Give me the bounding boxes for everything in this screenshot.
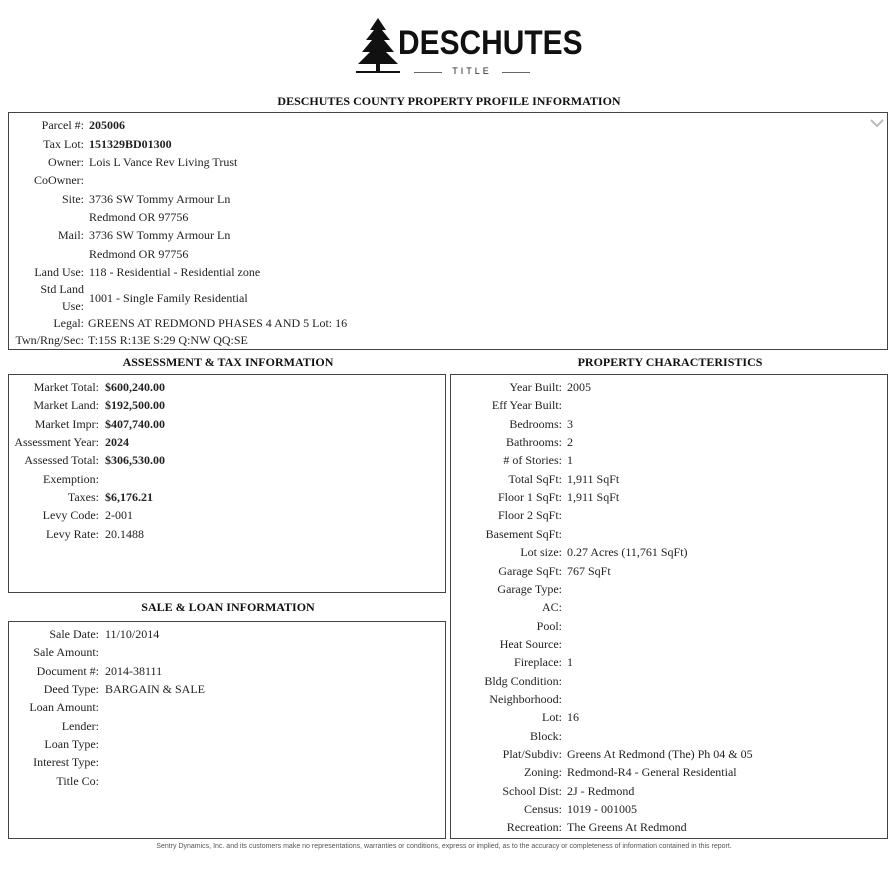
landuse-label: Land Use: — [34, 265, 84, 279]
characteristic-row-label: # of Stories: — [503, 453, 562, 468]
characteristic-row-label: AC: — [541, 600, 562, 615]
characteristic-row-label: Basement SqFt: — [485, 526, 562, 541]
characteristic-row-value: 1019 - 001005 — [567, 802, 637, 817]
sale-row-label: Loan Type: — [44, 737, 99, 752]
legal-value: GREENS AT REDMOND PHASES 4 AND 5 Lot: 16 — [88, 316, 348, 330]
characteristic-row-value: 3 — [567, 416, 573, 431]
characteristic-row-label: Bldg Condition: — [484, 673, 562, 688]
site-label: Site: — [61, 192, 84, 206]
characteristic-row-label: School Dist: — [502, 783, 562, 798]
sale-row-value: BARGAIN & SALE — [105, 682, 206, 697]
assessment-row-label: Market Total: — [33, 380, 99, 394]
characteristic-row-label: Neighborhood: — [489, 691, 562, 706]
characteristic-row-value: 1 — [567, 655, 573, 670]
site-address-line2: Redmond OR 97756 — [89, 210, 189, 224]
taxlot-label: Tax Lot: — [43, 137, 84, 151]
characteristic-row-value: The Greens At Redmond — [567, 820, 687, 835]
characteristic-row-label: Floor 2 SqFt: — [497, 508, 562, 523]
twnrngsec-value: T:15S R:13E S:29 Q:NW QQ:SE — [88, 333, 248, 347]
characteristic-row-label: Year Built: — [509, 380, 562, 394]
deschutes-title-logo — [356, 16, 583, 78]
assessment-row-label: Market Impr: — [34, 416, 99, 431]
sale-heading: SALE & LOAN INFORMATION — [141, 600, 315, 614]
assessment-row-value: 2-001 — [105, 508, 133, 523]
characteristic-row-value: Redmond-R4 - General Residential — [567, 765, 737, 780]
disclaimer-footer: Sentry Dynamics, Inc. and its customers make no representations, warranties or conditions, express or implied, as to the accuracy or completeness of information contained in this report. — [156, 843, 732, 850]
site-address-line1: 3736 SW Tommy Armour Ln — [89, 192, 231, 206]
characteristic-row-label: Block: — [530, 728, 562, 743]
legal-label: Legal: — [53, 316, 84, 330]
characteristic-row-label: Fireplace: — [514, 655, 562, 670]
sale-row-label: Deed Type: — [43, 682, 99, 697]
characteristic-row-label: Plat/Subdiv: — [502, 747, 562, 761]
characteristic-row-label: Bedrooms: — [509, 416, 562, 431]
characteristic-row-value: 1,911 SqFt — [567, 471, 620, 486]
sale-row-label: Interest Type: — [33, 755, 99, 770]
parcel-value: 205006 — [89, 118, 125, 132]
coowner-label: CoOwner: — [34, 173, 84, 187]
characteristic-row-label: Heat Source: — [499, 636, 562, 651]
logo-subtitle: TITLE — [418, 66, 526, 76]
stdlanduse-value: 1001 - Single Family Residential — [89, 291, 248, 305]
pine-tree-icon — [356, 16, 400, 76]
assessment-row-label: Taxes: — [67, 490, 99, 505]
characteristic-row-label: Garage SqFt: — [498, 563, 562, 578]
characteristic-row-value: 1,911 SqFt — [567, 490, 620, 505]
assessment-row-label: Exemption: — [43, 471, 99, 486]
characteristic-row-label: Total SqFt: — [508, 471, 562, 486]
characteristic-row-value: 2005 — [567, 380, 591, 394]
characteristic-row-label: Lot: — [542, 710, 562, 725]
mail-address-line2: Redmond OR 97756 — [89, 247, 189, 261]
characteristic-row-label: Eff Year Built: — [491, 398, 562, 413]
landuse-value: 118 - Residential - Residential zone — [89, 265, 261, 279]
assessment-row-label: Assessment Year: — [14, 435, 99, 450]
characteristic-row-value: 16 — [567, 710, 579, 725]
owner-value: Lois L Vance Rev Living Trust — [89, 155, 238, 169]
twnrngsec-label: Twn/Rng/Sec: — [15, 333, 84, 347]
characteristic-row-label: Bathrooms: — [506, 435, 562, 450]
characteristics-heading: PROPERTY CHARACTERISTICS — [577, 355, 763, 369]
chevron-down-icon[interactable] — [869, 117, 885, 129]
characteristic-row-label: Pool: — [536, 618, 562, 633]
sale-row-label: Lender: — [61, 718, 99, 733]
assessment-row-value: $306,530.00 — [105, 453, 165, 468]
characteristic-row-label: Zoning: — [524, 765, 562, 780]
characteristic-row-value: 0.27 Acres (11,761 SqFt) — [567, 545, 688, 560]
sale-row-value: 11/10/2014 — [105, 627, 160, 641]
characteristic-row-value: 1 — [567, 453, 573, 468]
characteristic-row-label: Garage Type: — [497, 581, 562, 596]
mail-label: Mail: — [58, 228, 84, 242]
characteristic-row-value: Greens At Redmond (The) Ph 04 & 05 — [567, 747, 753, 761]
assessment-row-value: $600,240.00 — [105, 380, 165, 394]
characteristic-row-label: Recreation: — [506, 820, 562, 835]
characteristic-row-label: Floor 1 SqFt: — [497, 490, 562, 505]
characteristic-row-label: Lot size: — [520, 545, 562, 560]
sale-row-label: Title Co: — [56, 773, 99, 788]
logo-wordmark: DESCHUTES — [398, 24, 583, 62]
assessment-row-value: 2024 — [105, 435, 129, 450]
stdlanduse-label-line1: Std Land — [40, 282, 84, 296]
assessment-row-value: $192,500.00 — [105, 398, 165, 413]
assessment-row-value: 20.1488 — [105, 526, 144, 541]
characteristic-row-value: 2J - Redmond — [567, 783, 635, 798]
parcel-label: Parcel #: — [41, 118, 84, 132]
owner-label: Owner: — [48, 155, 84, 169]
characteristic-row-label: Census: — [523, 802, 562, 817]
assessment-row-label: Levy Rate: — [46, 526, 99, 541]
assessment-row-value: $407,740.00 — [105, 416, 165, 431]
assessment-row-value: $6,176.21 — [105, 490, 153, 505]
assessment-row-label: Levy Code: — [42, 508, 99, 523]
assessment-row-label: Market Land: — [33, 398, 99, 413]
sale-row-label: Sale Amount: — [33, 645, 99, 660]
sale-row-label: Sale Date: — [49, 627, 99, 641]
page-title: DESCHUTES COUNTY PROPERTY PROFILE INFORMATION — [277, 94, 621, 108]
sale-row-label: Loan Amount: — [29, 700, 99, 715]
sale-row-value: 2014-38111 — [105, 663, 163, 678]
taxlot-value: 151329BD01300 — [89, 137, 172, 151]
stdlanduse-label-line2: Use: — [62, 299, 84, 313]
assessment-heading: ASSESSMENT & TAX INFORMATION — [122, 355, 334, 369]
mail-address-line1: 3736 SW Tommy Armour Ln — [89, 228, 231, 242]
characteristic-row-value: 2 — [567, 435, 573, 450]
sale-row-label: Document #: — [36, 663, 99, 678]
characteristic-row-value: 767 SqFt — [567, 563, 611, 578]
assessment-row-label: Assessed Total: — [24, 453, 99, 468]
